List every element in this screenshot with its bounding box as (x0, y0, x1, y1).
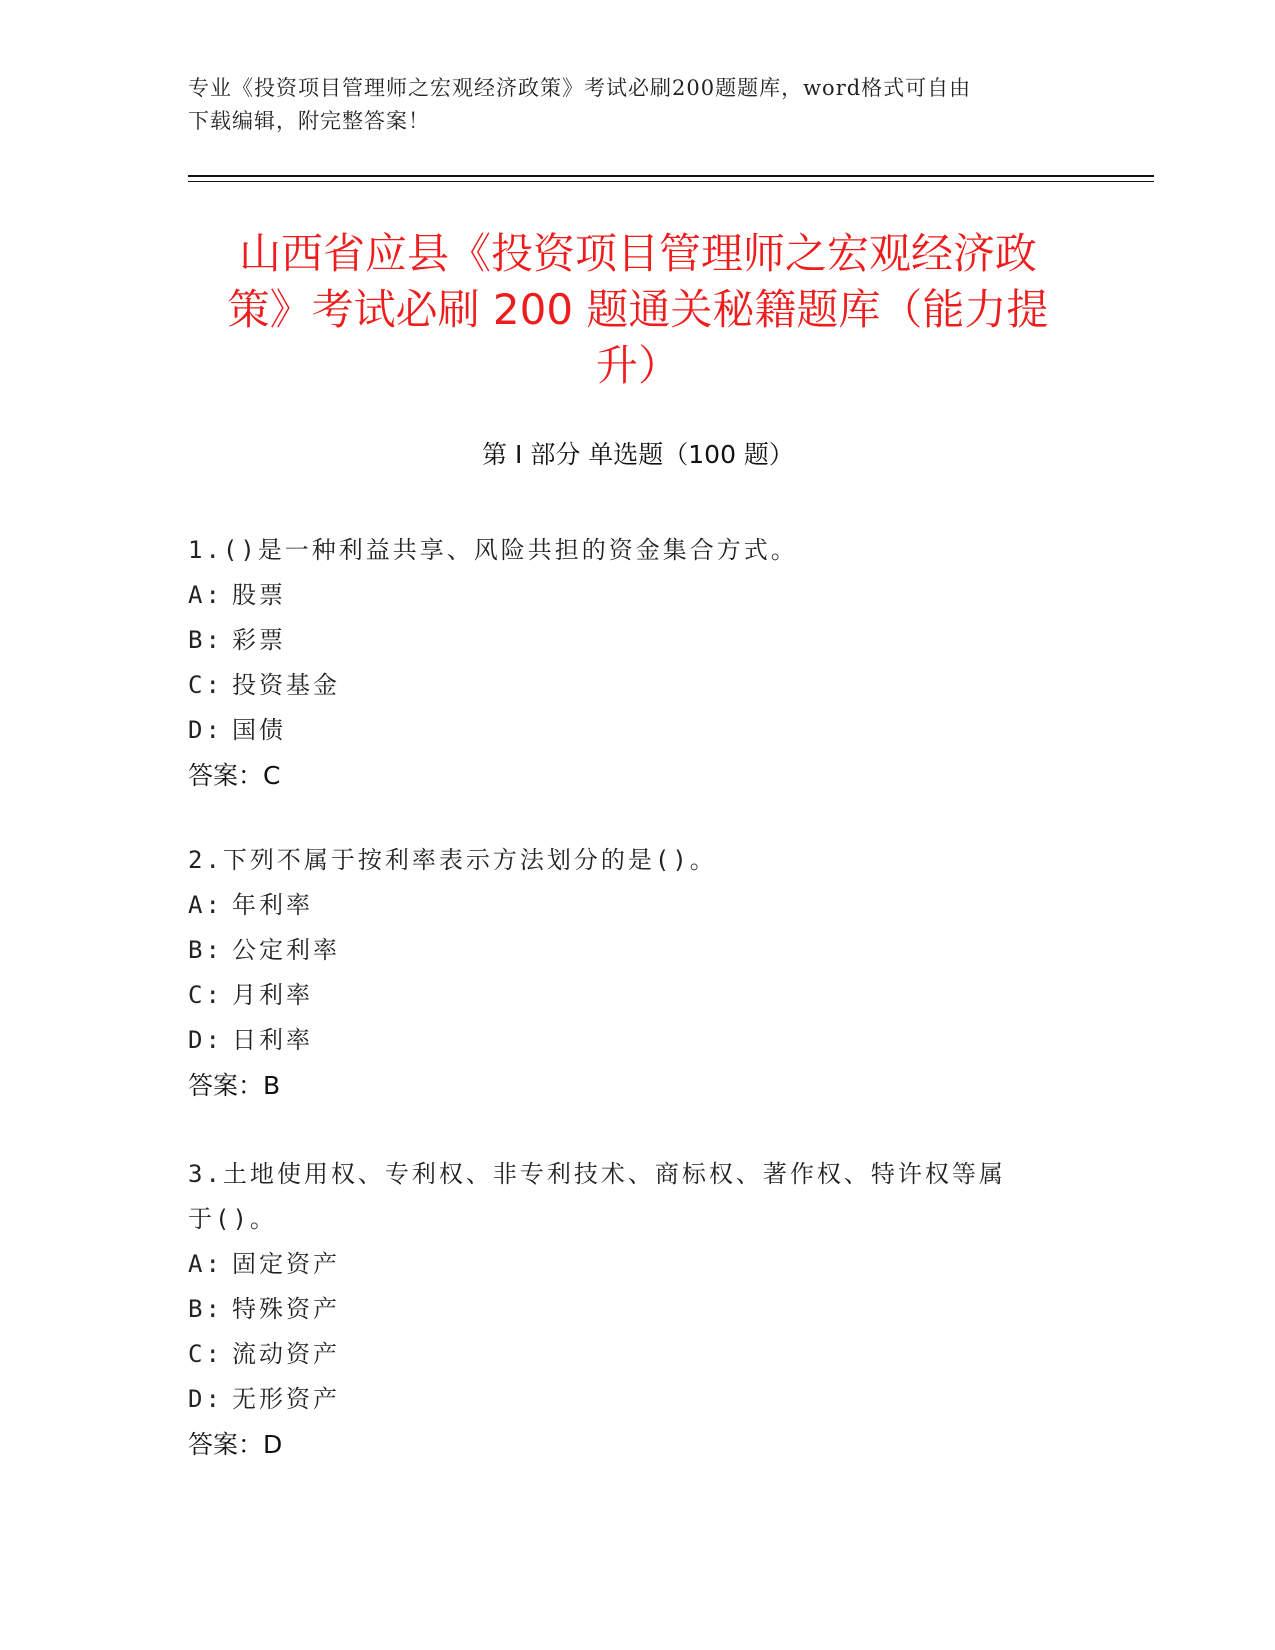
option-text: 日利率 (232, 1026, 313, 1054)
question-list (188, 528, 1068, 1467)
option-letter: B: (188, 1295, 223, 1323)
answer-line: 答案：D (188, 1430, 283, 1459)
option-letter: C: (188, 671, 223, 699)
option-text: 国债 (232, 716, 286, 744)
option-c (188, 1332, 1068, 1377)
question-item (188, 1152, 1068, 1467)
option-b (188, 928, 1068, 973)
question-stem: 3.土地使用权、专利权、非专利技术、商标权、著作权、特许权等属 (188, 1160, 1006, 1188)
document-title-line: 策》考试必刷 200 题通关秘籍题库（能力提 (227, 285, 1049, 334)
option-d (188, 1018, 1068, 1063)
option-b (188, 618, 1068, 663)
option-letter: D: (188, 1385, 223, 1413)
option-letter: B: (188, 626, 223, 654)
option-text: 彩票 (232, 626, 286, 654)
option-letter: B: (188, 936, 223, 964)
option-a (188, 573, 1068, 618)
header-divider-thin (188, 181, 1154, 182)
option-a (188, 1242, 1068, 1287)
option-b (188, 1287, 1068, 1332)
option-letter: C: (188, 1340, 223, 1368)
option-letter: A: (188, 581, 223, 609)
option-text: 流动资产 (232, 1340, 340, 1368)
option-c (188, 663, 1068, 708)
header-note-line: 下载编辑，附完整答案！ (188, 109, 430, 133)
option-c (188, 973, 1068, 1018)
answer-line: 答案：C (188, 761, 281, 790)
option-letter: C: (188, 981, 223, 1009)
question-spacer (188, 1108, 1068, 1152)
option-text: 月利率 (232, 981, 313, 1009)
option-letter: D: (188, 1026, 223, 1054)
header-note (188, 72, 1068, 138)
option-text: 无形资产 (232, 1385, 340, 1413)
option-d (188, 1377, 1068, 1422)
option-letter: A: (188, 891, 223, 919)
option-letter: A: (188, 1250, 223, 1278)
option-text: 投资基金 (232, 671, 340, 699)
option-text: 年利率 (232, 891, 313, 919)
document-title (188, 226, 1088, 394)
option-text: 固定资产 (232, 1250, 340, 1278)
option-text: 公定利率 (232, 936, 340, 964)
document-title-line: 升） (595, 341, 680, 390)
question-item (188, 528, 1068, 798)
question-item (188, 838, 1068, 1108)
option-text: 特殊资产 (232, 1295, 340, 1323)
section-heading: 第 I 部分 单选题（100 题） (482, 440, 794, 469)
option-d (188, 708, 1068, 753)
answer-line: 答案：B (188, 1071, 281, 1100)
header-note-line: 专业《投资项目管理师之宏观经济政策》考试必刷200题题库，word格式可自由 (188, 76, 972, 100)
document-title-line: 山西省应县《投资项目管理师之宏观经济政 (238, 229, 1037, 278)
question-stem: 1.()是一种利益共享、风险共担的资金集合方式。 (188, 536, 798, 564)
option-text: 股票 (232, 581, 286, 609)
option-a (188, 883, 1068, 928)
question-spacer (188, 798, 1068, 838)
question-stem: 2.下列不属于按利率表示方法划分的是()。 (188, 846, 717, 874)
option-letter: D: (188, 716, 223, 744)
question-stem-continued: 于()。 (188, 1205, 277, 1233)
header-divider-thick (188, 175, 1154, 177)
